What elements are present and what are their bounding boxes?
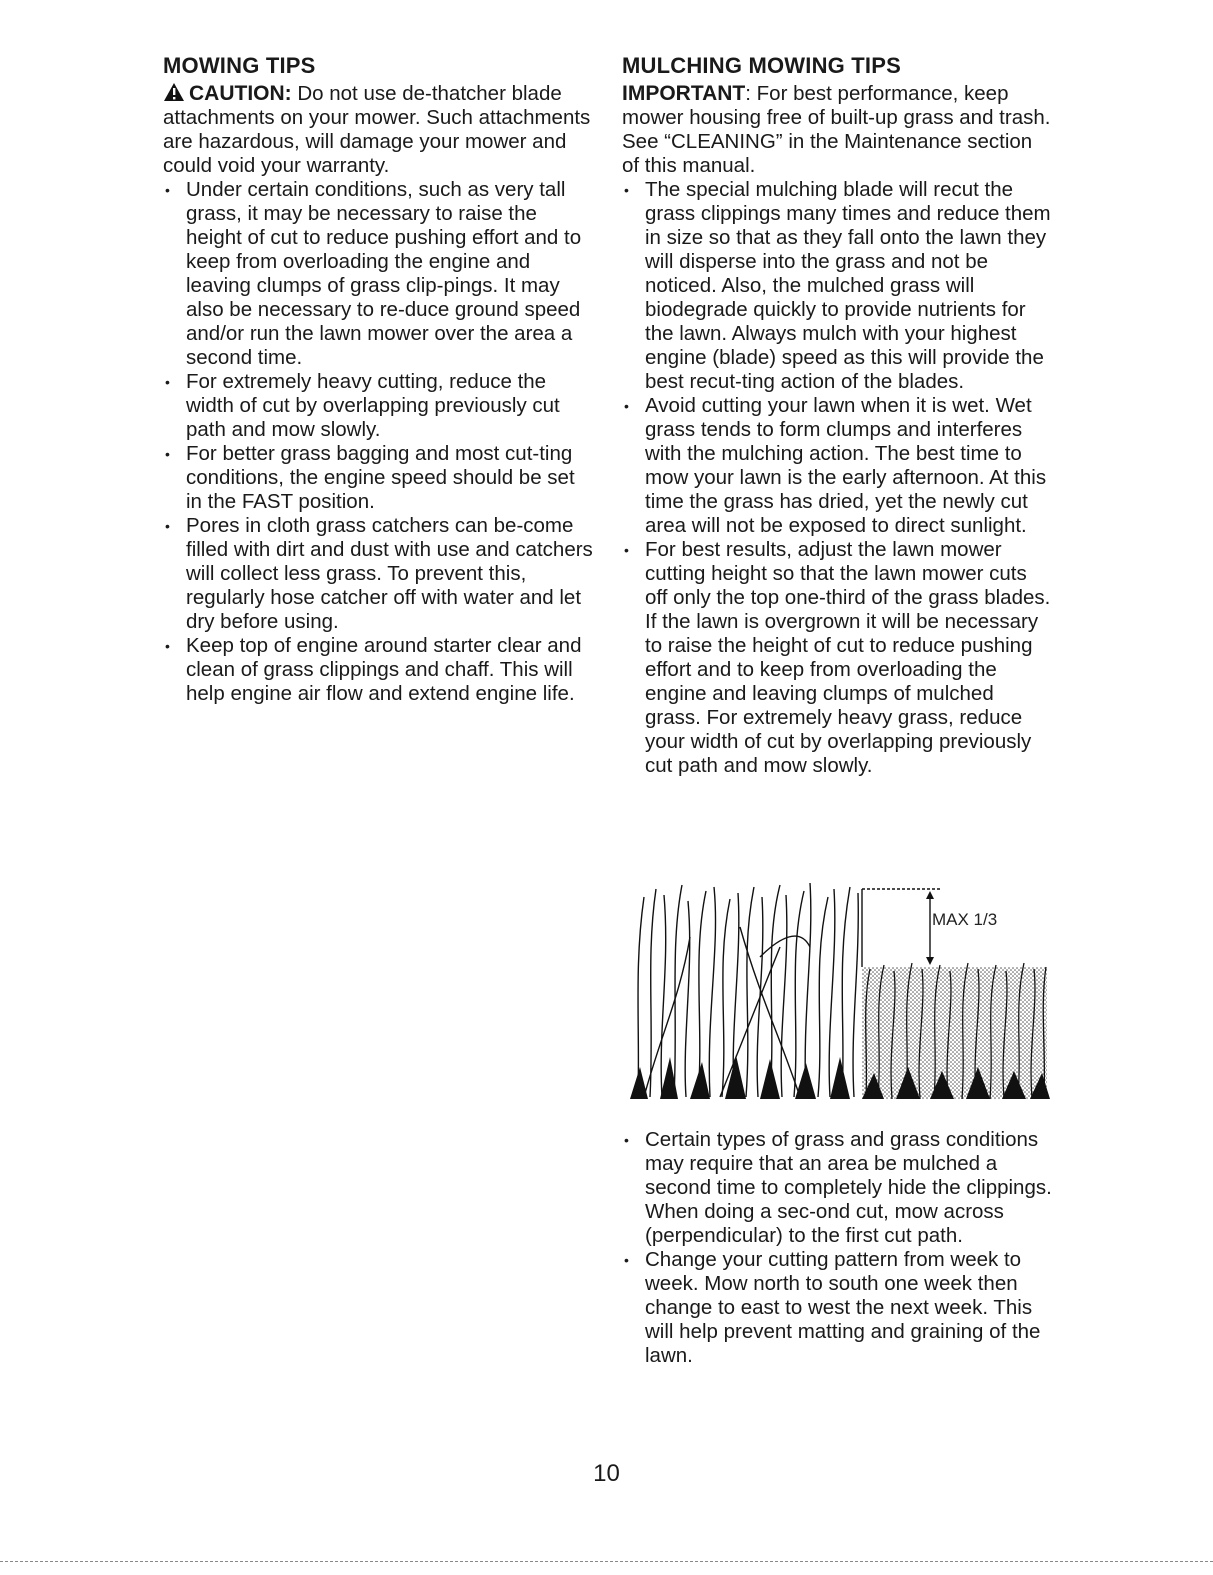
caution-label: CAUTION:: [189, 82, 292, 105]
list-item: • Certain types of grass and grass conditions may require that an area be mulched a second time to completely hide the clippings. When doing a sec-ond cut, mow across (perpendicular) to the first cut path.: [622, 1128, 1054, 1248]
mowing-tips-section: [163, 52, 593, 706]
mowing-tips-heading: MOWING TIPS: [163, 53, 316, 78]
caution-text: Do not use de-thatcher blade attachments on your mower. Such attachments are hazardous, will damage your mower and could void your warranty.: [163, 82, 591, 177]
mulching-tips-section: [622, 52, 1054, 778]
list-item: • For better grass bagging and most cut-ting conditions, the engine speed should be set in the FAST position.: [163, 442, 593, 514]
max-one-third-label: MAX 1/3: [932, 910, 998, 929]
list-item: • Pores in cloth grass catchers can be-come filled with dirt and dust with use and catchers will collect less grass. To prevent this, regularly hose catcher off with water and let dry before using.: [163, 514, 593, 634]
height-indicator: [862, 889, 940, 967]
list-item: • Keep top of engine around starter clear and clean of grass clippings and chaff. This will help engine air flow and extend engine life.: [163, 634, 593, 706]
warning-triangle-icon: [163, 82, 185, 102]
tall-grass-base: [630, 1055, 850, 1099]
page-bottom-rule: [0, 1561, 1213, 1562]
list-item: • Avoid cutting your lawn when it is wet. Wet grass tends to form clumps and interferes with the mulching action. The best time to mow your lawn is the early afternoon. At this time the grass has dried, yet the newly cut area will not be exposed to direct sunlight.: [622, 394, 1054, 538]
caution-paragraph: [163, 82, 593, 178]
list-item: • The special mulching blade will recut the grass clippings many times and reduce them in size so that as they fall onto the lawn they will disperse into the grass and not be noticed. Also, the mulched grass will biodegrade quickly to provide nutrients for the lawn. Always mulch with your highest engine (blade) speed as this will provide the best recut-ting action of the blades.: [622, 178, 1054, 394]
important-paragraph: [622, 82, 1054, 178]
mulching-tips-continued: [622, 1128, 1054, 1368]
mulching-tips-heading: MULCHING MOWING TIPS: [622, 53, 901, 78]
important-text: : For best performance, keep mower housing free of built-up grass and trash. See “CLEANING” in the Maintenance section of this manual.: [622, 82, 1051, 177]
list-item: • Change your cutting pattern from week to week. Mow north to south one week then change to east to west the next week. This will help prevent matting and graining of the lawn.: [622, 1248, 1054, 1368]
list-item: • For best results, adjust the lawn mower cutting height so that the lawn mower cuts off only the top one-third of the grass blades. If the lawn is overgrown it will be necessary to raise the height of cut to reduce pushing effort and to keep from overloading the engine and leaving clumps of mulched grass. For extremely heavy grass, reduce your width of cut by overlapping previously cut path and mow slowly.: [622, 538, 1054, 778]
mulching-tips-list: [622, 178, 1054, 778]
mulching-tips-list-continued: [622, 1128, 1054, 1368]
mowing-tips-list: [163, 178, 593, 706]
list-item: • Under certain conditions, such as very tall grass, it may be necessary to raise the height of cut to reduce pushing effort and to keep from overloading the engine and leaving clumps of grass clip-pings. It may also be necessary to re-duce ground speed and/or run the lawn mower over the area a second time.: [163, 178, 593, 370]
important-label: IMPORTANT: [622, 82, 746, 105]
grass-height-illustration: [630, 877, 1050, 1099]
page-number: 10: [593, 1460, 620, 1487]
list-item: • For extremely heavy cutting, reduce the width of cut by overlapping previously cut path and mow slowly.: [163, 370, 593, 442]
